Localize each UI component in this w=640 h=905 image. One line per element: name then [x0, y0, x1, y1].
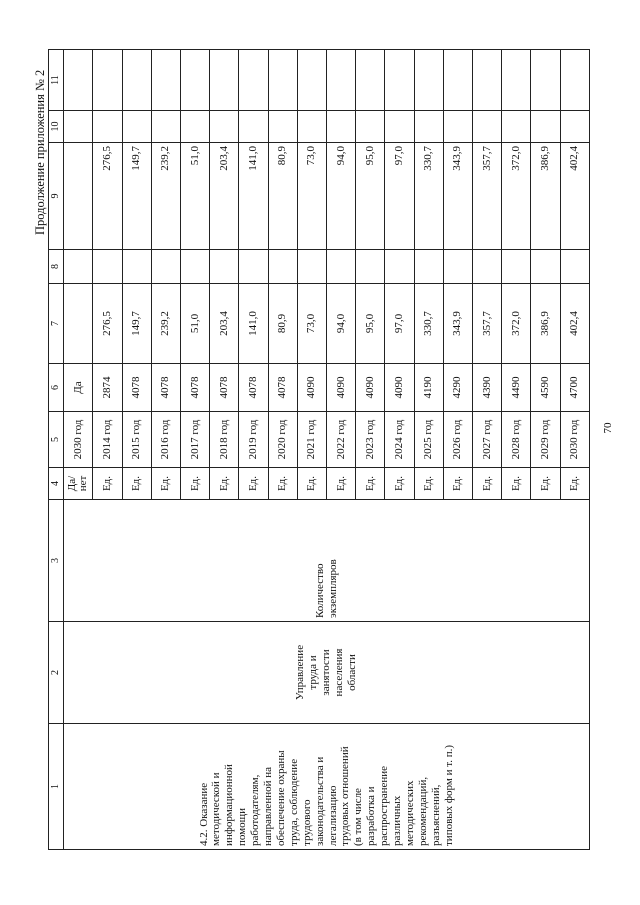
empty-cell [531, 111, 560, 143]
empty-cell [151, 50, 180, 111]
empty-cell [326, 50, 355, 111]
column-number: 7 [49, 284, 64, 364]
year-cell: 2030 год [560, 412, 589, 468]
funding-value-cell: 239,2 [151, 143, 180, 250]
program-indicators-table [48, 49, 590, 850]
target-value-cell: 4090 [297, 364, 326, 412]
agency-line: населения [333, 648, 346, 697]
funding-value-cell: 386,9 [531, 284, 560, 364]
unit-cell: Ед. [180, 468, 209, 500]
target-value-cell: 4590 [531, 364, 560, 412]
column-number: 11 [49, 50, 64, 111]
unit-cell: Ед. [472, 468, 501, 500]
target-value-cell: 4290 [443, 364, 472, 412]
empty-cell [239, 250, 268, 284]
funding-value-cell: 343,9 [443, 143, 472, 250]
year-cell: 2019 год [239, 412, 268, 468]
funding-value-cell: 203,4 [210, 284, 239, 364]
target-value-cell: 4078 [122, 364, 151, 412]
funding-value-cell: 73,0 [297, 284, 326, 364]
funding-value-cell: 95,0 [356, 143, 385, 250]
empty-cell [180, 250, 209, 284]
funding-value-cell: 276,5 [93, 284, 122, 364]
year-cell: 2017 год [180, 412, 209, 468]
empty-cell [472, 50, 501, 111]
unit-cell: Ед. [93, 468, 122, 500]
table-row [64, 50, 93, 850]
column-number-row [49, 50, 64, 850]
funding-value-cell: 80,9 [268, 284, 297, 364]
target-value-cell: 4090 [385, 364, 414, 412]
year-cell: 2023 год [356, 412, 385, 468]
agency-line: труда и [307, 655, 320, 690]
funding-value-cell: 402,4 [560, 143, 589, 250]
indicator-name-cell [64, 500, 590, 622]
unit-cell: Ед. [502, 468, 531, 500]
empty-cell [502, 111, 531, 143]
funding-value-cell: 372,0 [502, 143, 531, 250]
year-cell: 2027 год [472, 412, 501, 468]
funding-value-cell: 94,0 [326, 143, 355, 250]
unit-cell: Да/нет [64, 468, 93, 500]
column-number: 5 [49, 412, 64, 468]
year-cell: 2014 год [93, 412, 122, 468]
empty-cell [93, 50, 122, 111]
funding-value-cell: 357,7 [472, 143, 501, 250]
funding-value-cell: 95,0 [356, 284, 385, 364]
year-cell: 2030 год [64, 412, 93, 468]
empty-cell [268, 250, 297, 284]
description-line: распространение [378, 765, 391, 846]
column-number: 4 [49, 468, 64, 500]
empty-cell [356, 111, 385, 143]
empty-cell [180, 111, 209, 143]
agency-line: Управление [294, 644, 307, 701]
empty-cell [151, 111, 180, 143]
year-cell: 2020 год [268, 412, 297, 468]
year-cell: 2025 год [414, 412, 443, 468]
funding-value-cell: 149,7 [122, 284, 151, 364]
responsible-agency-cell [64, 622, 590, 724]
funding-value-cell: 94,0 [326, 284, 355, 364]
description-line: различных [391, 795, 404, 846]
target-value-cell: 4078 [180, 364, 209, 412]
empty-cell [356, 250, 385, 284]
unit-cell: Ед. [443, 468, 472, 500]
unit-cell: Ед. [151, 468, 180, 500]
target-value-cell: 4078 [210, 364, 239, 412]
empty-cell [414, 250, 443, 284]
description-line: разработка и [365, 786, 378, 846]
empty-cell [356, 50, 385, 111]
column-number: 9 [49, 143, 64, 250]
target-value-cell: 4090 [326, 364, 355, 412]
target-value-cell: Да [64, 364, 93, 412]
empty-cell [502, 50, 531, 111]
empty-cell [502, 250, 531, 284]
target-value-cell: 4078 [151, 364, 180, 412]
empty-cell [297, 50, 326, 111]
empty-cell [472, 250, 501, 284]
empty-cell [385, 250, 414, 284]
year-cell: 2022 год [326, 412, 355, 468]
funding-value-cell: 97,0 [385, 284, 414, 364]
target-value-cell: 2874 [93, 364, 122, 412]
empty-cell [560, 250, 589, 284]
empty-cell [239, 50, 268, 111]
column-number: 1 [49, 724, 64, 850]
empty-cell [122, 50, 151, 111]
empty-cell [210, 250, 239, 284]
funding-value-cell: 357,7 [472, 284, 501, 364]
year-cell: 2029 год [531, 412, 560, 468]
agency-line: занятости [320, 649, 333, 696]
empty-cell [122, 111, 151, 143]
column-number: 2 [49, 622, 64, 724]
measure-description-cell [64, 724, 590, 850]
empty-cell [443, 250, 472, 284]
target-value-cell: 4078 [239, 364, 268, 412]
empty-cell [268, 111, 297, 143]
funding-value-cell: 149,7 [122, 143, 151, 250]
funding-value-cell: 386,9 [531, 143, 560, 250]
empty-cell [472, 111, 501, 143]
funding-value-cell: 330,7 [414, 284, 443, 364]
description-line: законодательства и [313, 756, 326, 846]
empty-cell [297, 111, 326, 143]
empty-cell [326, 250, 355, 284]
funding-value-cell: 73,0 [297, 143, 326, 250]
empty-cell [414, 50, 443, 111]
description-line: легализацию [326, 785, 339, 846]
description-line: труда, соблюдение [287, 758, 300, 846]
year-cell: 2015 год [122, 412, 151, 468]
unit-cell: Ед. [385, 468, 414, 500]
unit-cell: Ед. [326, 468, 355, 500]
funding-value-cell: 97,0 [385, 143, 414, 250]
description-line: рекомендаций, [416, 776, 429, 846]
column-number: 8 [49, 250, 64, 284]
funding-value-cell: 372,0 [502, 284, 531, 364]
year-cell: 2018 год [210, 412, 239, 468]
target-value-cell: 4700 [560, 364, 589, 412]
description-line: разъяснений, [429, 784, 442, 846]
year-cell: 2021 год [297, 412, 326, 468]
unit-cell: Ед. [531, 468, 560, 500]
funding-value-cell: 402,4 [560, 284, 589, 364]
year-cell: 2028 год [502, 412, 531, 468]
appendix-continuation-label: Продолжение приложения № 2 [33, 69, 47, 235]
empty-cell [297, 250, 326, 284]
indicator-line: Количество [313, 563, 326, 618]
description-line: методической и [210, 772, 223, 846]
empty-cell [151, 250, 180, 284]
empty-cell [93, 111, 122, 143]
column-number: 10 [49, 111, 64, 143]
year-cell: 2024 год [385, 412, 414, 468]
unit-cell: Ед. [210, 468, 239, 500]
description-line: трудовых отношений [339, 746, 352, 846]
funding-value-cell: 276,5 [93, 143, 122, 250]
empty-cell [93, 250, 122, 284]
description-line: помощи [236, 808, 249, 846]
unit-cell: Ед. [560, 468, 589, 500]
description-line: методических [404, 780, 416, 846]
funding-value-cell: 343,9 [443, 284, 472, 364]
year-cell: 2026 год [443, 412, 472, 468]
empty-cell [414, 111, 443, 143]
unit-cell: Ед. [268, 468, 297, 500]
empty-cell [268, 50, 297, 111]
empty-cell [531, 250, 560, 284]
indicator-line: экземпляров [326, 559, 339, 618]
funding-value-cell: 141,0 [239, 143, 268, 250]
description-line: типовых форм и т. п.) [442, 744, 455, 846]
funding-value-cell: 80,9 [268, 143, 297, 250]
empty-cell [122, 250, 151, 284]
description-line: информационной [223, 764, 236, 846]
description-line: 4.2. Оказание [197, 782, 210, 846]
empty-cell [180, 50, 209, 111]
description-line: работодателям, [249, 774, 262, 846]
empty-cell [385, 50, 414, 111]
description-line: направленной на [262, 767, 275, 846]
unit-cell: Ед. [239, 468, 268, 500]
unit-cell: Ед. [414, 468, 443, 500]
empty-cell [210, 50, 239, 111]
empty-cell [531, 50, 560, 111]
empty-cell [443, 111, 472, 143]
column-number: 6 [49, 364, 64, 412]
funding-value-cell: 239,2 [151, 284, 180, 364]
empty-cell [385, 111, 414, 143]
description-line: обеспечение охраны [274, 750, 287, 846]
unit-cell: Ед. [356, 468, 385, 500]
agency-line: области [345, 654, 358, 691]
target-value-cell: 4490 [502, 364, 531, 412]
unit-cell: Ед. [297, 468, 326, 500]
empty-cell [210, 111, 239, 143]
year-cell: 2016 год [151, 412, 180, 468]
empty-cell [560, 50, 589, 111]
empty-cell [560, 111, 589, 143]
page-number: 70 [602, 422, 614, 434]
funding-value-cell: 141,0 [239, 284, 268, 364]
target-value-cell: 4090 [356, 364, 385, 412]
unit-cell: Ед. [122, 468, 151, 500]
empty-cell [443, 50, 472, 111]
funding-value-cell: 51,0 [180, 284, 209, 364]
description-line: (в том числе [352, 788, 365, 846]
target-value-cell: 4390 [472, 364, 501, 412]
description-line: трудового [300, 799, 313, 846]
empty-cell [239, 111, 268, 143]
funding-value-cell: 330,7 [414, 143, 443, 250]
target-value-cell: 4078 [268, 364, 297, 412]
funding-value-cell: 203,4 [210, 143, 239, 250]
funding-value-cell: 51,0 [180, 143, 209, 250]
target-value-cell: 4190 [414, 364, 443, 412]
empty-cell [326, 111, 355, 143]
column-number: 3 [49, 500, 64, 622]
